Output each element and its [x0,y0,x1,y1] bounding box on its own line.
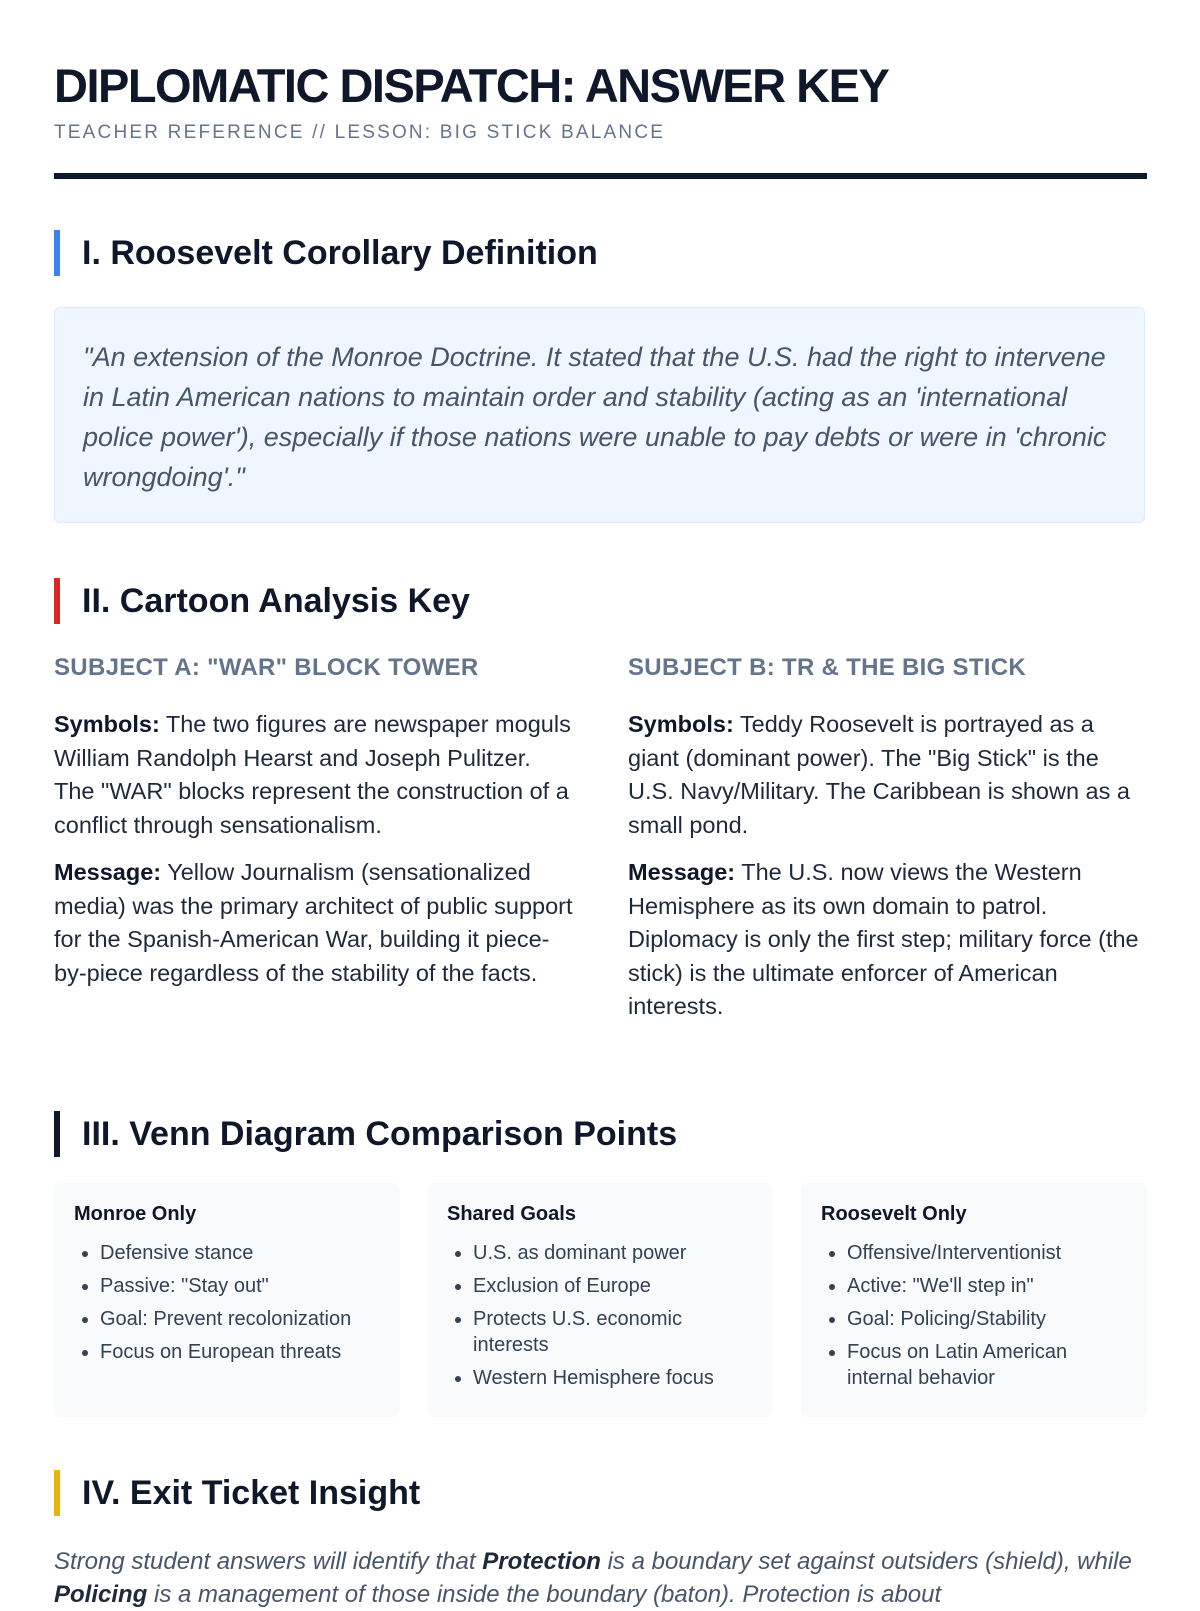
symbols-text: The two figures are newspaper moguls William Randolph Hearst and Joseph Pulitzer. The "WAR" blocks represent the construction of a conflict through sensationalism. [54,711,571,838]
list-item: • Western Hemisphere focus [473,1365,753,1391]
subject-b-title: SUBJECT B: TR & THE BIG STICK [628,654,1027,681]
venn-monroe-list [74,1240,380,1365]
definition-quote: "An extension of the Monroe Doctrine. It stated that the U.S. had the right to intervene in Latin American nations to maintain order and stability (acting as an 'international police power'), especially if those nations were unable to pay debts or were in 'chronic wrongdoing'." [54,307,1145,523]
insight-emphasis: Protection [482,1548,601,1575]
list-item: • Exclusion of Europe [473,1273,753,1299]
page-title: DIPLOMATIC DISPATCH: ANSWER KEY [54,59,889,112]
subject-a-column [54,654,574,1004]
subject-a-message [54,856,574,990]
message-label: Message: [628,859,736,885]
list-item: • Passive: "Stay out" [100,1273,380,1299]
message-text: Yellow Journalism (sensationalized media) was the primary architect of public support for the Spanish-American War, building it piece-by-piece regardless of the stability of the facts. [54,859,573,986]
list-item: • Active: "We'll step in" [847,1273,1127,1299]
exit-ticket-insight [54,1545,1147,1611]
venn-roosevelt-title: Roosevelt Only [821,1203,967,1225]
venn-shared-goals [427,1183,773,1417]
symbols-label: Symbols: [628,711,734,737]
message-text: The U.S. now views the Western Hemisphere as its own domain to patrol. Diplomacy is only the first step; military force (the stick) is the ultimate enforcer of American interests. [628,859,1139,1019]
list-item: • U.S. as dominant power [473,1240,753,1266]
section-heading-exit-ticket: IV. Exit Ticket Insight [54,1470,420,1516]
section-heading-definition: I. Roosevelt Corollary Definition [54,230,598,276]
list-item: • Defensive stance [100,1240,380,1266]
section-heading-cartoon: II. Cartoon Analysis Key [54,578,470,624]
list-item: • Offensive/Interventionist [847,1240,1127,1266]
insight-text: is a boundary set against outsiders (shield), while [600,1548,1132,1575]
message-label: Message: [54,859,162,885]
list-item: • Protects U.S. economic interests [473,1306,753,1358]
page-subtitle: TEACHER REFERENCE // LESSON: BIG STICK BALANCE [54,122,666,143]
subject-a-title: SUBJECT A: "WAR" BLOCK TOWER [54,654,479,681]
subject-a-symbols [54,708,574,842]
insight-text: Strong student answers will identify that [54,1548,483,1575]
subject-b-symbols [628,708,1148,842]
list-item: • Goal: Policing/Stability [847,1306,1127,1332]
venn-shared-list [447,1240,753,1391]
subject-b-message [628,856,1148,1024]
venn-shared-title: Shared Goals [447,1203,576,1225]
symbols-text: Teddy Roosevelt is portrayed as a giant (dominant power). The "Big Stick" is the U.S. Navy/Military. The Caribbean is shown as a small pond. [628,711,1130,838]
subject-b-column [628,654,1148,1038]
insight-text: is a management of those inside the boundary (baton). Protection is about [147,1581,942,1608]
venn-monroe-title: Monroe Only [74,1203,197,1225]
list-item: • Goal: Prevent recolonization [100,1306,380,1332]
venn-monroe-only [54,1183,400,1417]
list-item: • Focus on Latin American internal behavior [847,1339,1127,1391]
insight-emphasis: Policing [54,1581,148,1608]
venn-roosevelt-only [801,1183,1147,1417]
list-item: • Focus on European threats [100,1339,380,1365]
symbols-label: Symbols: [54,711,160,737]
header-divider [54,173,1147,179]
section-heading-venn: III. Venn Diagram Comparison Points [54,1111,677,1157]
venn-roosevelt-list [821,1240,1127,1391]
